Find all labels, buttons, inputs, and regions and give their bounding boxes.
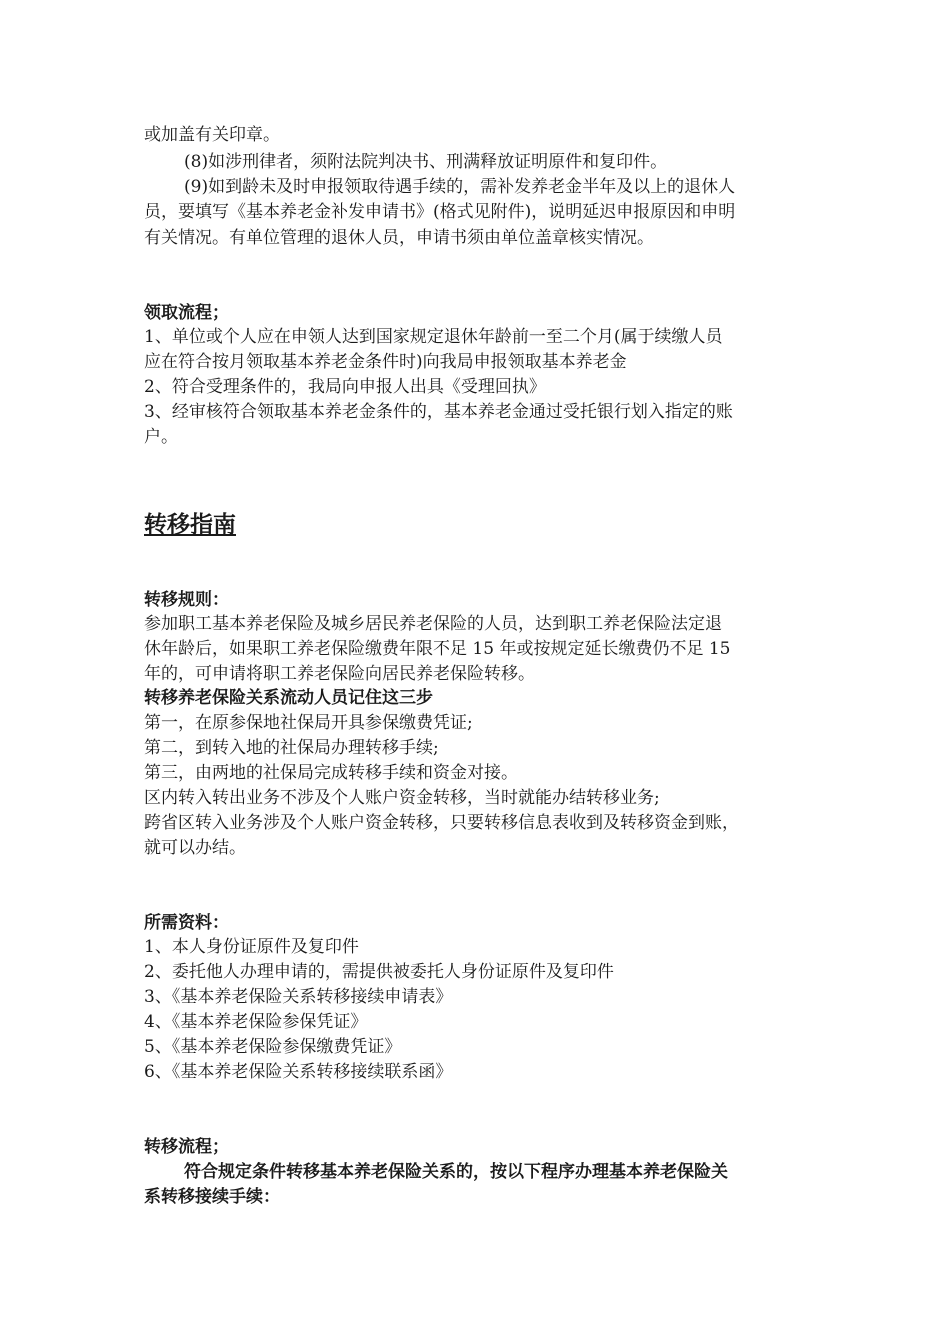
intro-line: 或加盖有关印章。 (144, 125, 280, 145)
intro-item-8: (8)如涉刑律者，须附法院判决书、刑满释放证明原件和复印件。 (184, 152, 668, 172)
transfer-step-line: 第一，在原参保地社保局开具参保缴费凭证; (144, 713, 473, 733)
transfer-step-line: 跨省区转入业务涉及个人账户资金转移，只要转移信息表收到及转移资金到账， (144, 813, 739, 833)
materials-title: 所需资料： (144, 913, 229, 933)
transfer-rules-line: 休年龄后，如果职工养老保险缴费年限不足 15 年或按规定延长缴费仍不足 15 (144, 639, 731, 659)
intro-item-9: (9)如到龄未及时申报领取待遇手续的，需补发养老金半年及以上的退休人 (184, 177, 736, 197)
claim-flow-title: 领取流程； (144, 303, 229, 323)
claim-flow-line: 户。 (144, 427, 178, 447)
materials-item: 6、《基本养老保险关系转移接续联系函》 (144, 1062, 453, 1082)
transfer-step-line: 第三，由两地的社保局完成转移手续和资金对接。 (144, 763, 518, 783)
claim-flow-line: 3、经审核符合领取基本养老金条件的，基本养老金通过受托银行划入指定的账 (144, 402, 733, 422)
transfer-flow-title: 转移流程； (144, 1137, 229, 1157)
transfer-step-line: 就可以办结。 (144, 838, 246, 858)
materials-item: 5、《基本养老保险参保缴费凭证》 (144, 1037, 402, 1057)
materials-item: 4、《基本养老保险参保凭证》 (144, 1012, 368, 1032)
transfer-step-line: 第二，到转入地的社保局办理转移手续; (144, 738, 439, 758)
intro-line: 有关情况。有单位管理的退休人员，申请书须由单位盖章核实情况。 (144, 228, 654, 248)
materials-item: 1、本人身份证原件及复印件 (144, 937, 359, 957)
claim-flow-line: 应在符合按月领取基本养老金条件时)向我局申报领取基本养老金 (144, 352, 627, 372)
transfer-steps-title: 转移养老保险关系流动人员记住这三步 (144, 688, 433, 708)
claim-flow-line: 2、符合受理条件的，我局向申报人出具《受理回执》 (144, 377, 546, 397)
intro-line: 员，要填写《基本养老金补发申请书》(格式见附件)，说明延迟申报原因和申明 (144, 202, 736, 222)
transfer-step-line: 区内转入转出业务不涉及个人账户资金转移，当时就能办结转移业务; (144, 788, 660, 808)
materials-item: 2、委托他人办理申请的，需提供被委托人身份证原件及复印件 (144, 962, 614, 982)
transfer-flow-line: 系转移接续手续： (144, 1187, 280, 1207)
transfer-rules-line: 参加职工基本养老保险及城乡居民养老保险的人员，达到职工养老保险法定退 (144, 614, 722, 634)
transfer-flow-line: 符合规定条件转移基本养老保险关系的，按以下程序办理基本养老保险关 (184, 1162, 728, 1182)
claim-flow-line: 1、单位或个人应在申领人达到国家规定退休年龄前一至二个月(属于续缴人员 (144, 327, 723, 347)
transfer-rules-line: 年的，可申请将职工养老保险向居民养老保险转移。 (144, 664, 535, 684)
transfer-rules-title: 转移规则： (144, 590, 229, 610)
materials-item: 3、《基本养老保险关系转移接续申请表》 (144, 987, 453, 1007)
section-heading-transfer-guide: 转移指南 (144, 511, 236, 538)
